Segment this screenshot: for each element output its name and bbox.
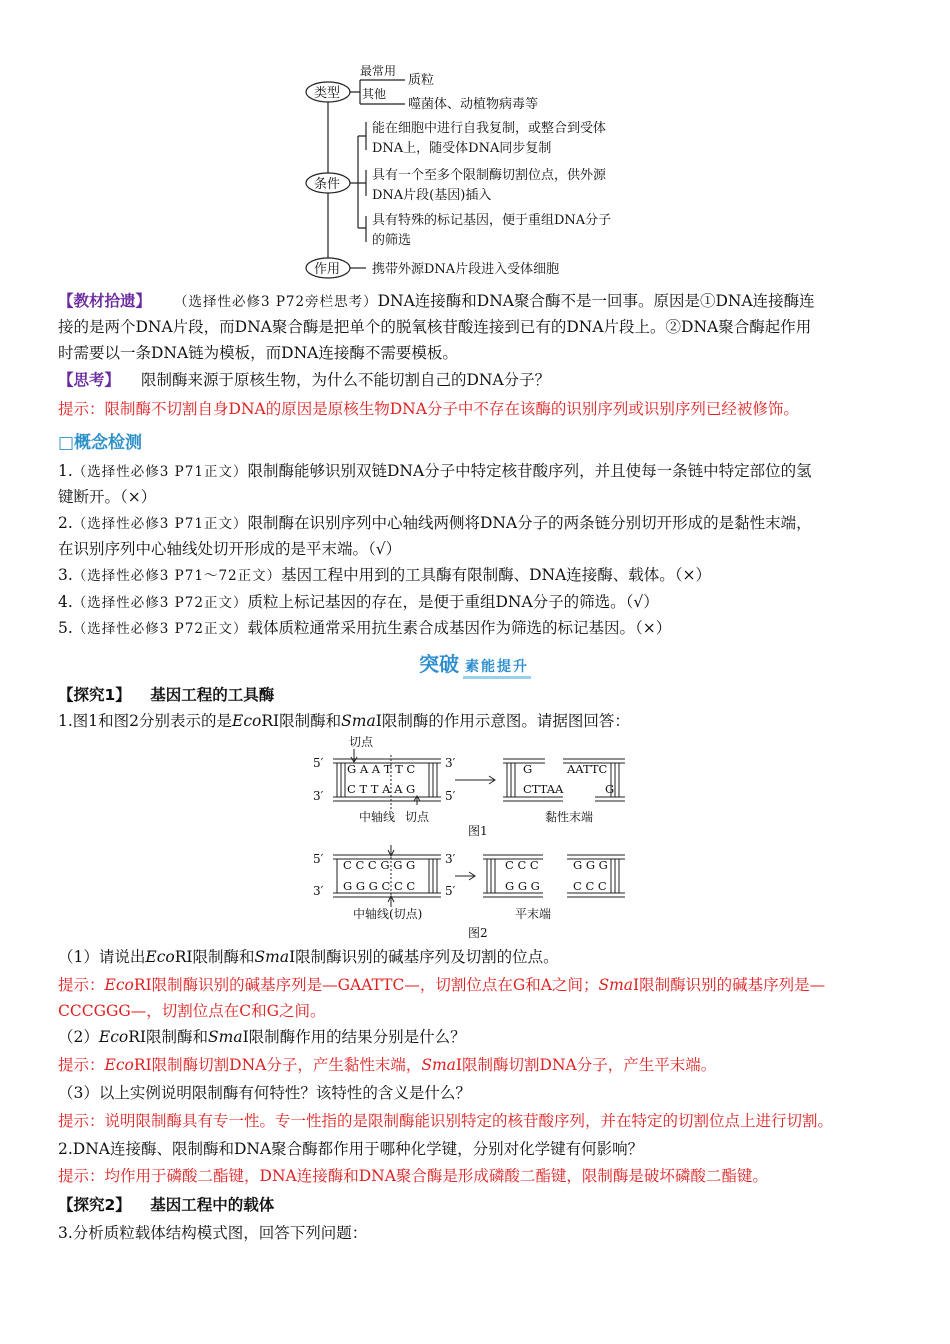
q1-mid: RI限制酶和	[261, 712, 342, 730]
hint-label: 提示：	[58, 1056, 105, 1074]
mm-type-most: 最常用	[360, 64, 397, 78]
mm-cond1a: 能在细胞中进行自我复制，或整合到受体	[372, 121, 607, 136]
concept-num: 5.	[58, 619, 73, 637]
concept-src: （选择性必修3 P72正文）	[72, 621, 248, 637]
mm-cond3a: 具有特殊的标记基因，便于重组DNA分子	[372, 213, 612, 228]
fig1-bot-seq: C T T A A G	[347, 782, 416, 796]
mm-cond2a: 具有一个至多个限制酶切割位点，供外源	[372, 168, 607, 183]
concept-num: 3.	[58, 566, 73, 584]
fig2-res3: G G G	[573, 858, 608, 872]
explore2-q: 3.分析质粒载体结构模式图，回答下列问题：	[58, 1224, 368, 1242]
think-hint-line	[58, 396, 893, 422]
fig2-res1: C C C	[505, 858, 539, 872]
fig2-3prime-right: 3′	[445, 852, 456, 866]
q1-pre: 1.图1和图2分别表示的是	[58, 712, 233, 730]
q2-eco-text: Eco	[98, 1028, 129, 1046]
mm-cond1b: DNA上，随受体DNA同步复制	[372, 141, 552, 156]
explore2-heading	[58, 1192, 893, 1218]
textbook-text1: DNA连接酶和DNA聚合酶不是一回事。原因是①DNA连接酶连	[377, 292, 815, 310]
concept-item-2b: 在识别序列中心轴线处切开形成的是平末端。（√）	[58, 540, 402, 558]
hint2-eco: Eco	[104, 1056, 134, 1074]
hint-label: 提示：	[58, 1112, 105, 1130]
fig1-label: 图1	[468, 824, 488, 838]
mm-cond2b: DNA片段(基因)插入	[372, 188, 492, 203]
fig1-cut-bottom: 切点	[405, 810, 430, 824]
q1-pre-text: （1）请说出	[58, 948, 146, 966]
explore1-tag: 【探究1】	[58, 686, 131, 704]
think-tag: 【思考】	[58, 370, 121, 389]
concept-item-4	[58, 589, 893, 616]
mm-role-val: 携带外源DNA片段进入受体细胞	[372, 262, 560, 277]
concept-text: 载体质粒通常采用抗生素合成基因作为筛选的标记基因。（×）	[247, 619, 672, 637]
concept-item-1	[58, 458, 893, 485]
think-question: 限制酶来源于原核生物，为什么不能切割自己的DNA分子？	[140, 371, 551, 389]
concept-text: 限制酶能够识别双链DNA分子中特定核苷酸序列，并且使每一条链中特定部位的氢	[247, 462, 812, 480]
concept-text: 质粒上标记基因的存在，是便于重组DNA分子的筛选。（√）	[247, 593, 659, 611]
fig2-res4: C C C	[573, 879, 607, 893]
fig2-5prime: 5′	[313, 852, 324, 866]
hint2-sma: Sma	[421, 1056, 456, 1074]
fig1-5prime-right: 5′	[445, 789, 456, 803]
textbook-text3: 时需要以一条DNA链为模板，而DNA连接酶不需要模板。	[58, 344, 458, 362]
mm-type-label: 类型	[314, 86, 341, 101]
fig2-top-seq: C C C G G G	[343, 858, 416, 872]
hint-label: 提示：	[58, 976, 105, 994]
fig1-3prime-left: 3′	[313, 789, 324, 803]
hint-label: 提示：	[58, 1167, 105, 1185]
q2-post-text: I限制酶作用的结果分别是什么？	[242, 1028, 466, 1046]
q1-sma: Sma	[341, 712, 376, 730]
mm-cond3b: 的筛选	[372, 233, 412, 248]
q4-line: 2.DNA连接酶、限制酶和DNA聚合酶都作用于哪种化学键，分别对化学键有何影响？	[58, 1140, 644, 1158]
fig1-res-g2: G	[605, 782, 615, 796]
explore1-heading	[58, 682, 893, 708]
q2-pre-text: （2）	[58, 1028, 99, 1046]
concept-item-3	[58, 562, 893, 589]
hint1-sma: Sma	[598, 976, 634, 994]
section-main: 突破	[419, 652, 459, 676]
concept-item-1b: 键断开。（×）	[58, 488, 157, 506]
fig1-3prime-right: 3′	[445, 756, 456, 770]
hint3-text: 说明限制酶具有专一性。专一性指的是限制酶能识别特定的核苷酸序列，并在特定的切割位点上进行切割。	[104, 1112, 834, 1130]
fig1-res-g: G	[523, 762, 533, 776]
concept-num: 2.	[58, 514, 73, 532]
explore2-tag: 【探究2】	[58, 1196, 131, 1214]
fig1-axis: 中轴线	[359, 810, 396, 824]
hint2-d: I限制酶切割DNA分子，产生平末端。	[455, 1056, 717, 1074]
fig1-top-seq: G A A T T C	[347, 762, 416, 776]
fig2-3prime-left: 3′	[313, 884, 324, 898]
think-hint-label: 提示：	[58, 400, 105, 418]
hint4-text: 均作用于磷酸二酯键，DNA连接酶和DNA聚合酶是形成磷酸二酯键，限制酶是破坏磷酸二酯键。	[104, 1167, 768, 1185]
concept-item-2	[58, 510, 893, 537]
fig1-res-aattc: AATTC	[567, 762, 608, 776]
hint2-line	[58, 1052, 893, 1078]
fig2-result: 平末端	[515, 907, 552, 921]
fig2-5prime-right: 5′	[445, 884, 456, 898]
hint1-eco: Eco	[104, 976, 134, 994]
mm-type-other-val: 噬菌体、动植物病毒等	[408, 97, 539, 112]
concept-src: （选择性必修3 P71正文）	[72, 516, 248, 532]
q3-line: （3）以上实例说明限制酶有何特性？该特性的含义是什么？	[58, 1084, 471, 1102]
hint1-line	[58, 972, 893, 998]
q1-mid-text: RI限制酶和	[174, 948, 255, 966]
hint3-line	[58, 1108, 893, 1134]
explore2-title: 基因工程中的载体	[150, 1196, 275, 1214]
concept-text: 限制酶在识别序列中心轴线两侧将DNA分子的两条链分别切开形成的是黏性末端，	[247, 514, 812, 532]
think-hint: 限制酶不切割自身DNA的原因是原核生物DNA分子中不存在该酶的识别序列或识别序列已经被修饰。	[104, 400, 799, 418]
concept-num: 1.	[58, 462, 73, 480]
q1-post: I限制酶的作用示意图。请据图回答：	[375, 712, 630, 730]
think-line	[58, 367, 893, 393]
fig1-result: 黏性末端	[545, 810, 594, 824]
q1-sma-text: Sma	[254, 948, 290, 966]
textbook-tag: 【教材拾遗】	[58, 291, 152, 310]
section-sub: 素能提升	[463, 659, 531, 679]
concept-text: 基因工程中用到的工具酶有限制酶、DNA连接酶、载体。（×）	[281, 566, 712, 584]
vector-mindmap	[300, 60, 660, 285]
q2-sma-text: Sma	[208, 1028, 243, 1046]
hint2-b: RI限制酶切割DNA分子，产生黏性末端，	[133, 1056, 422, 1074]
fig1-5prime: 5′	[313, 756, 324, 770]
q2-mid-text: RI限制酶和	[128, 1028, 208, 1046]
fig2-res2: G G G	[505, 879, 540, 893]
mm-type-most-val: 质粒	[408, 73, 435, 88]
q1-eco-text: Eco	[145, 948, 175, 966]
concept-src: （选择性必修3 P71～72正文）	[72, 568, 282, 584]
q1-line	[58, 944, 893, 970]
hint1-line2: CCCGGG—，切割位点在C和G之间。	[58, 1002, 326, 1020]
fig2-axis: 中轴线(切点)	[353, 907, 423, 921]
mm-role-label: 作用	[314, 262, 341, 277]
hint1-d: I限制酶识别的碱基序列是—	[633, 976, 826, 994]
restriction-figures	[305, 735, 645, 943]
textbook-text2: 接的是两个DNA片段，而DNA聚合酶是把单个的脱氧核苷酸连接到已有的DNA片段上。②DNA聚合酶起作用	[58, 318, 812, 336]
concept-src: （选择性必修3 P72正文）	[72, 595, 248, 611]
concept-src: （选择性必修3 P71正文）	[72, 464, 248, 480]
explore1-q1	[58, 708, 893, 734]
explore1-title: 基因工程的工具酶	[150, 686, 275, 704]
section-title	[0, 648, 950, 677]
q1-eco: Eco	[232, 712, 262, 730]
fig2-label: 图2	[468, 926, 488, 940]
textbook-src: （选择性必修3 P72旁栏思考）	[173, 294, 378, 310]
hint4-line	[58, 1163, 893, 1189]
concept-num: 4.	[58, 593, 73, 611]
concept-title: □概念检测	[58, 433, 143, 453]
mm-cond-label: 条件	[314, 177, 341, 192]
fig2-bot-seq: G G G C C C	[343, 879, 416, 893]
mm-type-other: 其他	[362, 87, 387, 101]
concept-item-5	[58, 615, 893, 642]
textbook-line1	[58, 288, 893, 315]
q1-post-text: I限制酶识别的碱基序列及切割的位点。	[289, 948, 559, 966]
fig1-cut-top: 切点	[349, 735, 374, 749]
fig1-res-cttaa: CTTAA	[523, 782, 564, 796]
hint1-b: RI限制酶识别的碱基序列是—GAATTC—，切割位点在G和A之间；	[133, 976, 599, 994]
q2-line	[58, 1024, 893, 1050]
